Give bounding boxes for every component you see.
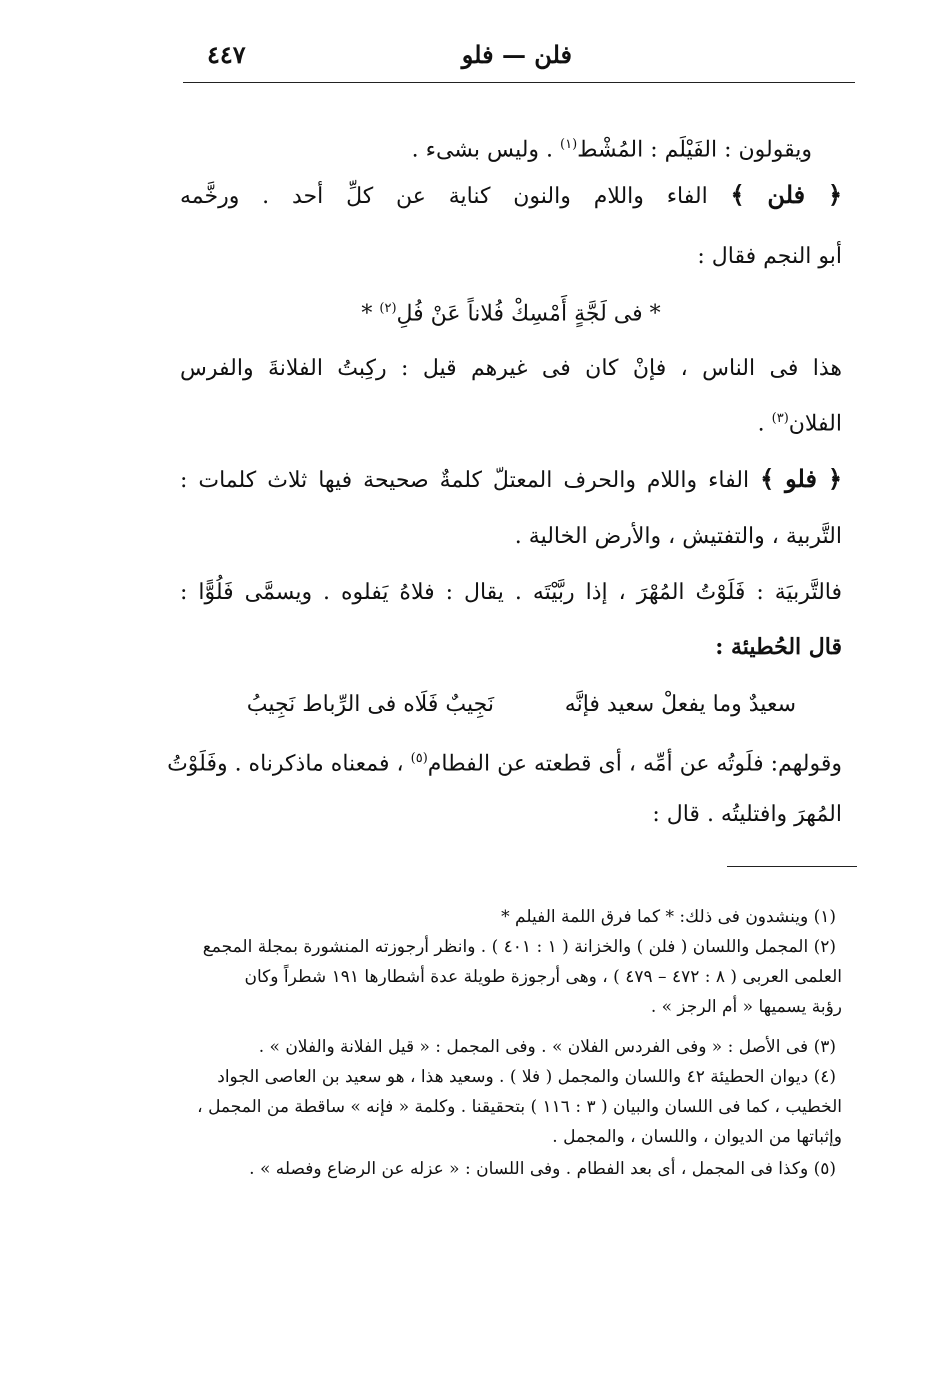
footnote-ref: (٥): [410, 751, 428, 766]
footnote-2-cont: رؤبة يسميها « أم الرجز » .: [650, 997, 842, 1017]
entry-headword: فلو: [785, 464, 817, 493]
text-line: التَّربية ، والتفتيش ، والأرض الخالية .: [514, 524, 842, 549]
text-line: المُهرَ وافتليتُه . قال :: [652, 802, 842, 827]
running-title: فلن — فلو: [461, 40, 572, 69]
footnote-1: (١) وينشدون فى ذلك: * كما فرق اللمة الفيلم *: [501, 907, 836, 927]
footnote-ref: (٢): [379, 301, 397, 316]
text-line: قال الحُطيئة :: [715, 634, 842, 660]
text-line: أبو النجم فقال :: [697, 244, 842, 269]
text-line: ويقولون : الفَيْلَم : المُشْط$^{(١)}$ . وليس بشىء .: [411, 137, 812, 163]
ornate-bracket: ﴿: [827, 464, 842, 493]
verse-line: * فى لَجَّةٍ أَمْسِكْ فُلاناً عَنْ فُلِ$^{(٢)}$ *: [361, 301, 661, 327]
ornate-bracket: ﴿: [827, 180, 842, 209]
entry-headword: فلن: [767, 180, 806, 209]
footnote-5: (٥) وكذا فى المجمل ، أى بعد الفطام . وفى اللسان : « عزله عن الرضاع وفصله » .: [249, 1159, 836, 1179]
ornate-bracket: ﴾: [730, 180, 745, 209]
footnote-2-cont: العلمى العربى ( ٨ : ٤٧٢ – ٤٧٩ ) ، وهى أرجوزة طويلة عدة أشطارها ١٩١ شطراً وكان: [244, 967, 842, 987]
footnote-ref: (١): [560, 137, 578, 152]
entry-flan: ﴿ فلن ﴾ الفاء واللام والنون كناية عن كلِّ أحد . ورخَّمه: [180, 180, 842, 209]
footnote-ref: (٣): [771, 411, 789, 426]
verse-hemistich-2: نَجِيبٌ فَلَاه فى الرِّباط نَجِيبُ: [246, 692, 494, 717]
text-line: الفلان$^{(٣)}$ .: [757, 411, 842, 437]
footnote-4-cont: الخطيب ، كما فى اللسان والبيان ( ٣ : ١١٦ ) بتحقيقنا . وكلمة « فإنه » ساقطة من المجمل ،: [197, 1097, 842, 1117]
ornate-bracket: ﴾: [760, 464, 775, 493]
text-line: فالتَّربيَة : فَلَوْتُ المُهْرَ ، إذا ربَّيْتَه . يقال : فلاهُ يَفلوه . ويسمَّى فَلُوًّا :: [180, 580, 842, 605]
verse-hemistich-1: سعيدٌ وما يفعلْ سعيد فإنَّه: [564, 692, 796, 717]
entry-falw: ﴿ فلو ﴾ الفاء واللام والحرف المعتلّ كلمةٌ صحيحة فيها ثلاث كلمات :: [180, 464, 842, 493]
text-line: وقولهم: فلَوتُه عن أمِّه ، أى قطعته عن الفطام$^{(٥)}$ ، فمعناه ماذكرناه . وفَلَوْتُ: [167, 751, 842, 777]
text-line: هذا فى الناس ، فإنْ كان فى غيرهم قيل : ركِبتُ الفلانةَ والفرس: [180, 356, 842, 381]
footnote-4-cont: وإثباتها من الديوان ، واللسان ، والمجمل .: [552, 1127, 842, 1147]
page-number: ٤٤٧: [207, 40, 246, 69]
page-header: [183, 38, 855, 83]
footnote-4: (٤) ديوان الحطيئة ٤٢ واللسان والمجمل ( فلا ) . وسعيد هذا ، هو سعيد بن العاصى الجواد: [217, 1067, 836, 1087]
footnote-2: (٢) المجمل واللسان ( فلن ) والخزانة ( ١ : ٤٠١ ) . وانظر أرجوزته المنشورة بمجلة المجمع: [202, 937, 836, 957]
footnote-separator: [727, 866, 857, 867]
footnote-3: (٣) فى الأصل : « وفى الفردس الفلان » . وفى المجمل : « قيل الفلانة والفلان » .: [258, 1037, 836, 1057]
